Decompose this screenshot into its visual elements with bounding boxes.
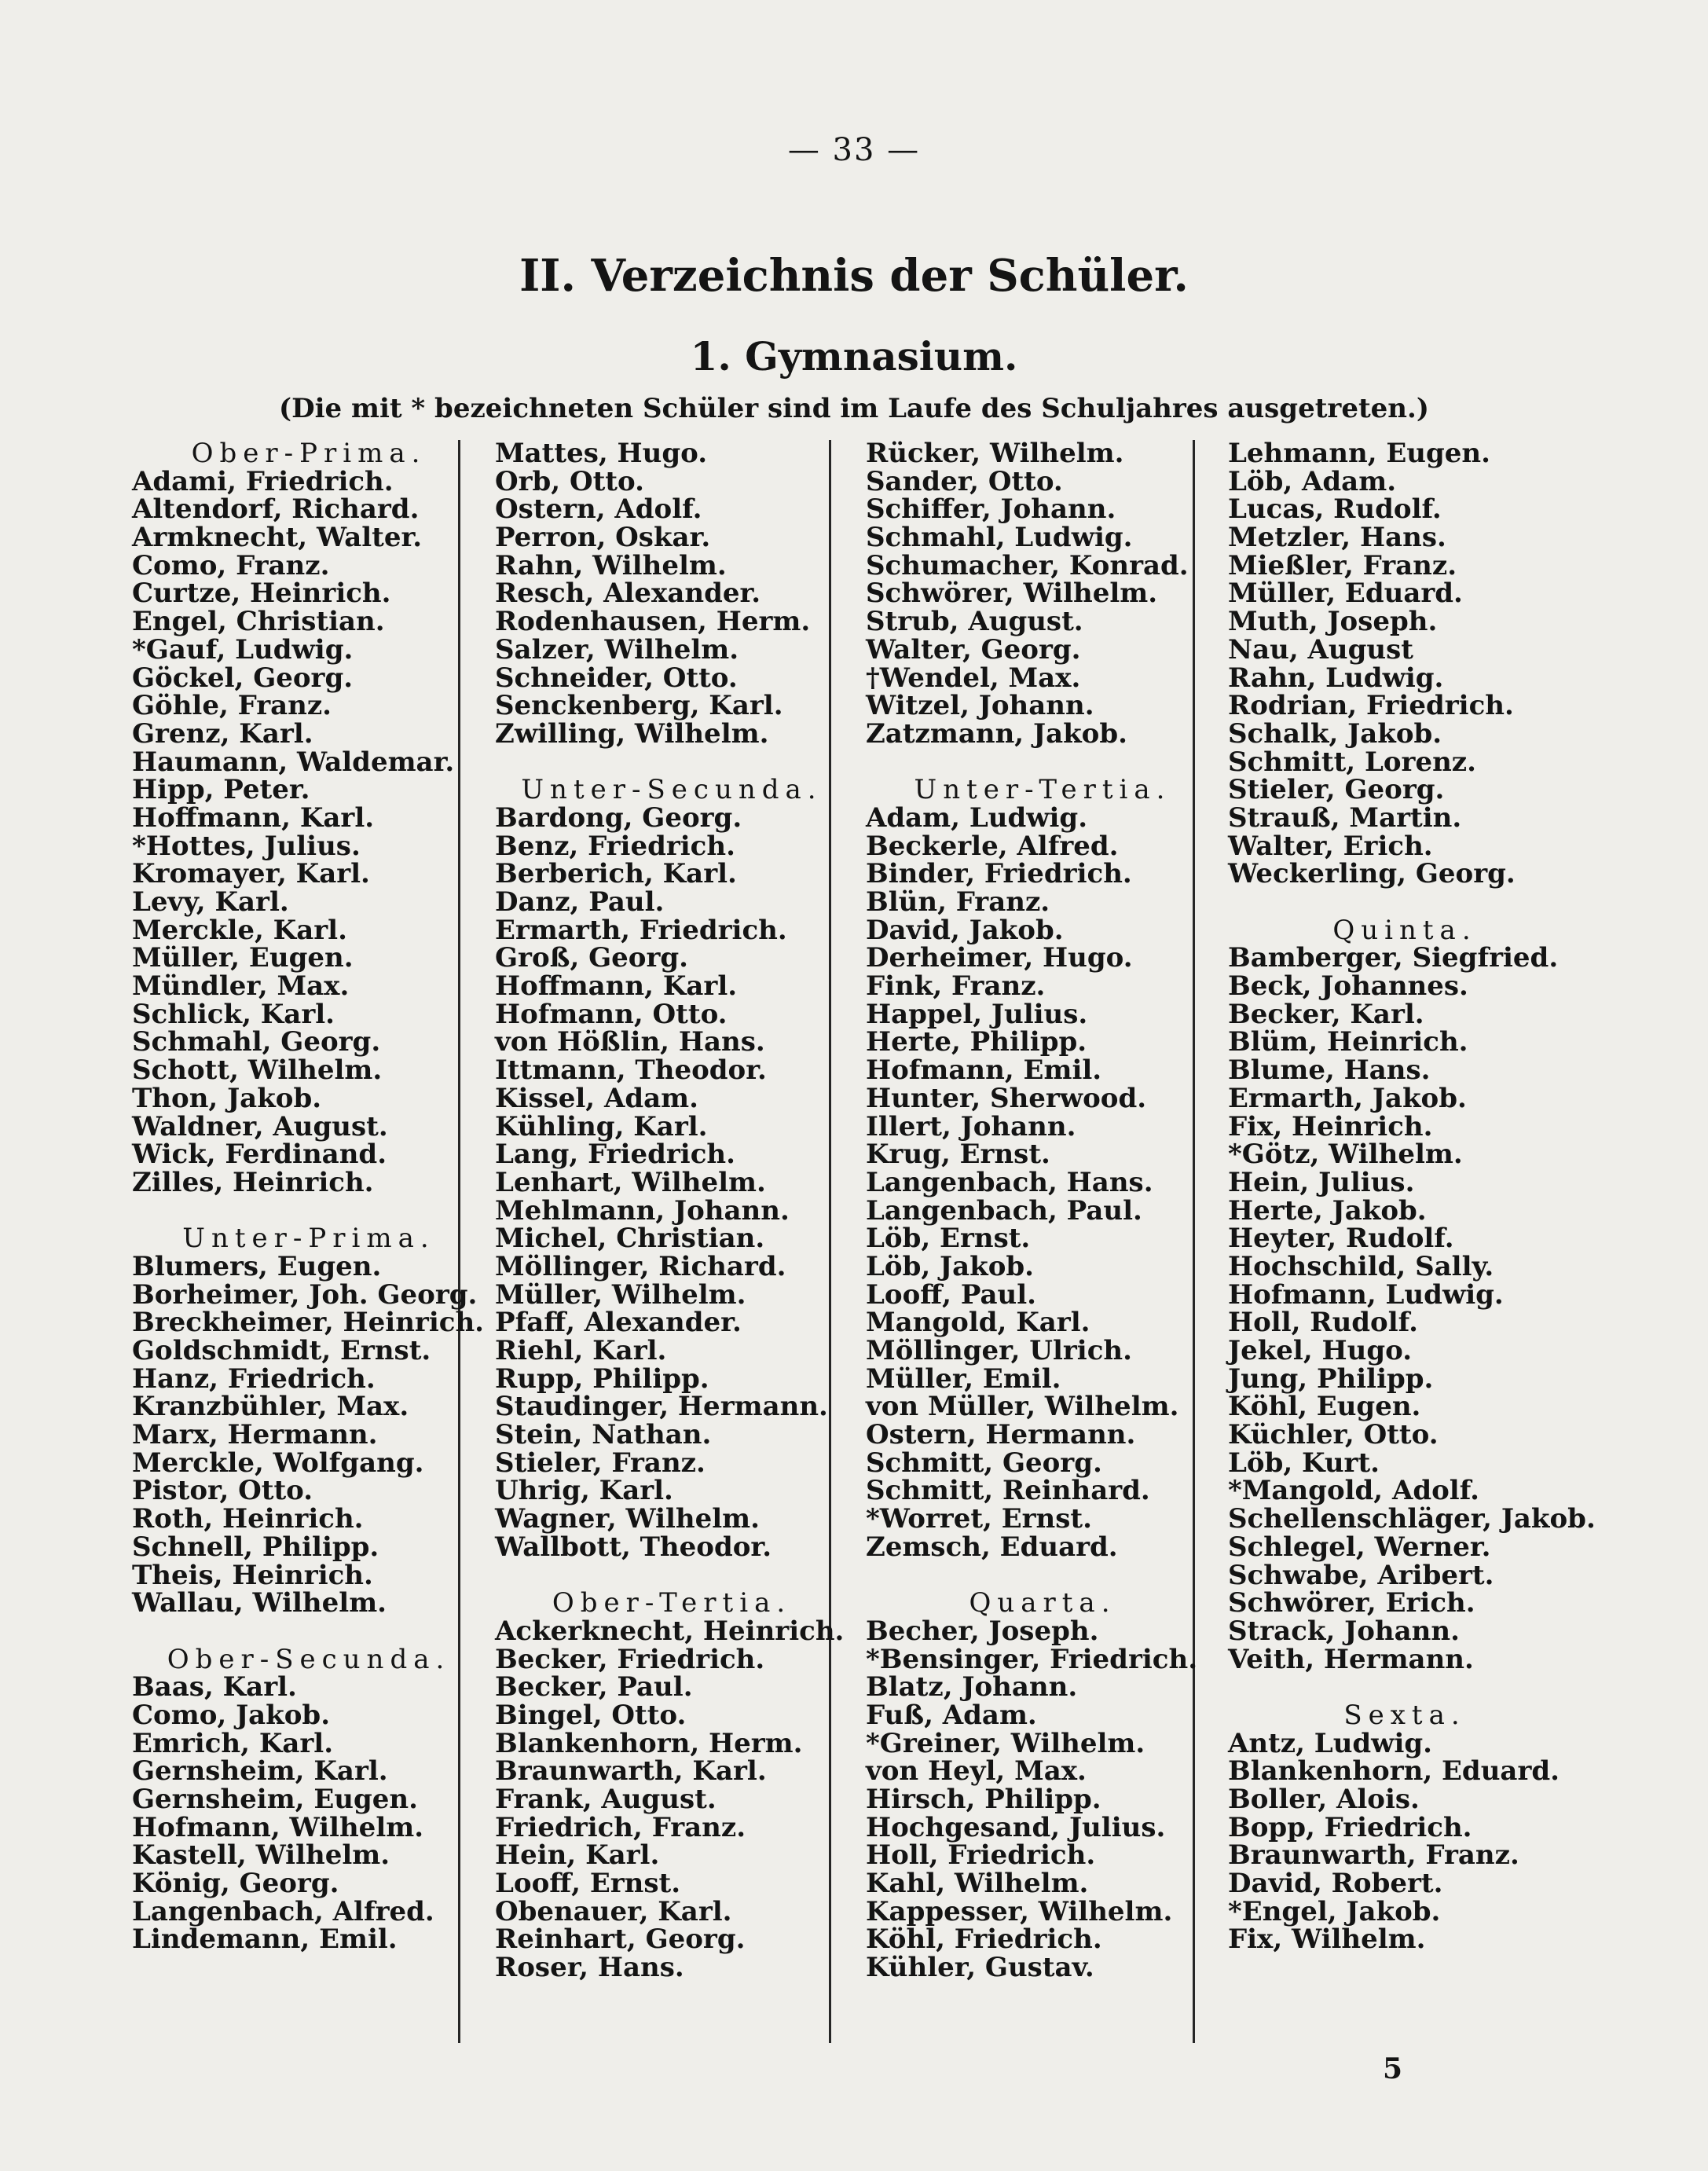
student-name: Beckerle, Alfred. [866,830,1119,862]
withdrawal-note: (Die mit * bezeichneten Schüler sind im Laufe des Schuljahres ausgetreten.) [279,393,1429,424]
student-name: Metzler, Hans. [1228,522,1446,554]
student-name: Riehl, Karl. [495,1335,667,1366]
student-name: Walter, Georg. [866,633,1081,666]
student-name: Herte, Jakob. [1228,1194,1427,1227]
student-name: Fix, Heinrich. [1228,1110,1433,1142]
student-name: Perron, Oskar. [495,522,711,554]
group-spacer [495,749,864,777]
student-name: Reinhart, Georg. [495,1923,746,1956]
student-name: Ostern, Adolf. [495,493,702,526]
student-name: Walter, Erich. [1228,830,1433,862]
student-name: Schott, Wilhelm. [132,1054,383,1087]
student-name: Thon, Jakob. [132,1082,322,1114]
student-name: Küchler, Otto. [1228,1419,1439,1451]
student-name: Adami, Friedrich. [132,465,394,497]
student-name: Becker, Paul. [495,1671,693,1703]
student-name: Stein, Nathan. [495,1419,712,1451]
student-name: Borheimer, Joh. Georg. [132,1278,478,1311]
student-name: Stieler, Georg. [1228,774,1445,806]
student-name: Gernsheim, Eugen. [132,1784,418,1815]
signature-mark: 5 [1383,2052,1403,2085]
student-name: Kühler, Gustav. [866,1952,1094,1984]
student-name: König, Georg. [132,1868,339,1900]
student-name: Blume, Hans. [1228,1054,1431,1087]
student-name: Schumacher, Konrad. [866,549,1189,581]
student-column-4 [1228,440,1597,1954]
student-name: Wagner, Wilhelm. [495,1503,760,1535]
student-name: Como, Jakob. [132,1699,331,1731]
student-name: Benz, Friedrich. [495,830,735,862]
student-name: Baas, Karl. [132,1671,297,1703]
student-name: Heyter, Rudolf. [1228,1223,1454,1255]
student-name: Schmitt, Georg. [866,1447,1102,1479]
student-name: Bopp, Friedrich. [1228,1811,1472,1843]
student-name: Löb, Kurt. [1228,1447,1380,1479]
student-name: Hein, Karl. [495,1839,660,1872]
student-name: Ermarth, Jakob. [1228,1082,1467,1114]
student-name: Göckel, Georg. [132,662,354,694]
student-name: Pfaff, Alexander. [495,1307,742,1339]
student-name: Rupp, Philipp. [495,1362,709,1395]
class-heading: Unter-Secunda. [521,774,823,806]
class-heading: Quarta. [969,1587,1116,1619]
student-column-3 [866,440,1235,1982]
class-heading: Ober-Tertia. [552,1587,792,1619]
student-name: Salzer, Wilhelm. [495,633,739,666]
student-name: Hofmann, Ludwig. [1228,1278,1504,1311]
student-name: Göhle, Franz. [132,690,332,722]
student-name: Gernsheim, Karl. [132,1755,388,1788]
student-name: Sander, Otto. [866,465,1063,497]
group-spacer [1228,1674,1597,1702]
student-name: Schiffer, Johann. [866,493,1116,526]
student-name: Hein, Julius. [1228,1166,1415,1198]
student-name: Uhrig, Karl. [495,1475,673,1507]
student-name: Kahl, Wilhelm. [866,1868,1089,1900]
student-name: Schmitt, Reinhard. [866,1475,1150,1507]
student-name: Schlegel, Werner. [1228,1531,1491,1563]
section-subtitle: 1. Gymnasium. [690,333,1018,380]
student-name: Schlick, Karl. [132,998,335,1030]
student-name: Adam, Ludwig. [866,801,1088,834]
class-heading: Sexta. [1343,1699,1466,1731]
student-name: Michel, Christian. [495,1223,765,1255]
student-name: Blün, Franz. [866,886,1050,918]
student-name: Ackerknecht, Heinrich. [495,1615,845,1647]
student-name: Berberich, Karl. [495,858,737,890]
student-name: David, Jakob. [866,914,1064,946]
student-name: Lucas, Rudolf. [1228,493,1442,526]
student-name: Ermarth, Friedrich. [495,914,787,946]
student-name: Müller, Wilhelm. [495,1278,746,1311]
student-name: Kromayer, Karl. [132,858,370,890]
student-name: Fuß, Adam. [866,1699,1037,1731]
student-name: Strauß, Martin. [1228,801,1462,834]
student-name: Müller, Eduard. [1228,578,1463,610]
student-name: Groß, Georg. [495,942,689,974]
student-name: Schneider, Otto. [495,662,738,694]
student-name: Looff, Paul. [866,1278,1036,1311]
student-name: Köhl, Eugen. [1228,1391,1421,1423]
student-name: Schmahl, Georg. [132,1026,381,1058]
student-name: Blatz, Johann. [866,1671,1078,1703]
student-name: Veith, Hermann. [1228,1643,1474,1675]
student-name: Roth, Heinrich. [132,1503,364,1535]
student-name: Hofmann, Otto. [495,998,728,1030]
student-name: Frank, August. [495,1784,717,1815]
student-name: Ostern, Hermann. [866,1419,1136,1451]
student-name: Hirsch, Philipp. [866,1784,1101,1815]
class-heading: Unter-Prima. [182,1223,435,1255]
student-name: Witzel, Johann. [866,690,1094,722]
student-name: Staudinger, Hermann. [495,1391,828,1423]
student-name: Obenauer, Karl. [495,1895,732,1927]
student-name: Weckerling, Georg. [1228,858,1516,890]
student-name: Holl, Rudolf. [1228,1307,1418,1339]
student-name: Mangold, Karl. [866,1307,1090,1339]
student-name: Fix, Wilhelm. [1228,1923,1426,1956]
student-name: Hipp, Peter. [132,774,310,806]
student-name: von Müller, Wilhelm. [866,1391,1179,1423]
student-name: Lindemann, Emil. [132,1923,398,1956]
student-name: Hofmann, Wilhelm. [132,1811,424,1843]
student-name: Zatzmann, Jakob. [866,717,1127,750]
student-name: Engel, Christian. [132,606,385,638]
student-name: Marx, Hermann. [132,1419,378,1451]
student-name: Friedrich, Franz. [495,1811,746,1843]
student-name: Lehmann, Eugen. [1228,438,1490,469]
student-name: Holl, Friedrich. [866,1839,1096,1872]
student-name: *Mangold, Adolf. [1228,1475,1479,1507]
student-name: von Hößlin, Hans. [495,1026,765,1058]
student-name: Becher, Joseph. [866,1615,1099,1647]
student-name: Kappesser, Wilhelm. [866,1895,1173,1927]
group-spacer [132,1618,501,1646]
student-name: Möllinger, Ulrich. [866,1335,1132,1366]
student-name: Mündler, Max. [132,970,350,1003]
student-name: Senckenberg, Karl. [495,690,783,722]
student-name: Herte, Philipp. [866,1026,1087,1058]
student-name: Schwabe, Aribert. [1228,1559,1494,1591]
student-name: †Wendel, Max. [866,662,1081,694]
student-name: Hanz, Friedrich. [132,1362,376,1395]
student-name: *Götz, Wilhelm. [1228,1139,1463,1171]
student-name: Müller, Eugen. [132,942,354,974]
student-name: Lenhart, Wilhelm. [495,1166,766,1198]
student-name: Ittmann, Theodor. [495,1054,767,1087]
page-number: — 33 — [787,132,921,168]
student-name: Breckheimer, Heinrich. [132,1307,485,1339]
student-name: Schwörer, Erich. [1228,1587,1475,1619]
student-name: Blüm, Heinrich. [1228,1026,1468,1058]
student-name: Mattes, Hugo. [495,438,708,469]
class-heading: Unter-Tertia. [914,774,1171,806]
student-name: Derheimer, Hugo. [866,942,1133,974]
class-heading: Ober-Prima. [191,438,427,469]
student-name: Zemsch, Eduard. [866,1531,1118,1563]
student-name: Jung, Philipp. [1228,1362,1434,1395]
student-name: Zilles, Heinrich. [132,1166,374,1198]
student-name: Binder, Friedrich. [866,858,1132,890]
student-name: Waldner, August. [132,1110,388,1142]
student-name: Strack, Johann. [1228,1615,1460,1647]
student-name: Looff, Ernst. [495,1868,681,1900]
group-spacer [495,1562,864,1590]
student-name: Langenbach, Paul. [866,1194,1142,1227]
student-name: Resch, Alexander. [495,578,761,610]
student-name: David, Robert. [1228,1868,1443,1900]
student-name: Hofmann, Emil. [866,1054,1102,1087]
group-spacer [866,749,1235,777]
student-name: Wallbott, Theodor. [495,1531,772,1563]
student-name: Rücker, Wilhelm. [866,438,1124,469]
student-name: Armknecht, Walter. [132,522,423,554]
student-name: Theis, Heinrich. [132,1559,373,1591]
student-name: Braunwarth, Karl. [495,1755,767,1788]
student-name: Möllinger, Richard. [495,1250,786,1282]
student-name: Schwörer, Wilhelm. [866,578,1158,610]
group-spacer [1228,889,1597,917]
student-name: Kranzbühler, Max. [132,1391,409,1423]
student-name: Bardong, Georg. [495,801,742,834]
group-spacer [132,1197,501,1226]
student-name: Blumers, Eugen. [132,1250,382,1282]
student-name: Boller, Alois. [1228,1784,1420,1815]
student-name: *Greiner, Wilhelm. [866,1727,1145,1759]
student-name: Löb, Jakob. [866,1250,1034,1282]
student-name: Rahn, Ludwig. [1228,662,1444,694]
student-name: Happel, Julius. [866,998,1088,1030]
student-name: Mießler, Franz. [1228,549,1457,581]
student-name: Schnell, Philipp. [132,1531,379,1563]
student-name: Schalk, Jakob. [1228,717,1442,750]
student-column-1 [132,440,501,1954]
student-name: Braunwarth, Franz. [1228,1839,1519,1872]
student-name: Langenbach, Hans. [866,1166,1153,1198]
student-name: Müller, Emil. [866,1362,1061,1395]
student-name: Schmahl, Ludwig. [866,522,1133,554]
student-name: Schellenschläger, Jakob. [1228,1503,1596,1535]
group-spacer [866,1562,1235,1590]
student-name: Jekel, Hugo. [1228,1335,1413,1366]
student-name: Altendorf, Richard. [132,493,420,526]
student-name: Hunter, Sherwood. [866,1082,1147,1114]
student-name: Beck, Johannes. [1228,970,1468,1003]
student-name: Zwilling, Wilhelm. [495,717,769,750]
student-name: Levy, Karl. [132,886,289,918]
student-name: von Heyl, Max. [866,1755,1087,1788]
student-name: *Worret, Ernst. [866,1503,1092,1535]
student-name: Rahn, Wilhelm. [495,549,727,581]
student-name: Löb, Ernst. [866,1223,1031,1255]
student-name: Langenbach, Alfred. [132,1895,434,1927]
student-name: Merckle, Wolfgang. [132,1447,424,1479]
student-name: Blankenhorn, Herm. [495,1727,803,1759]
student-name: Bamberger, Siegfried. [1228,942,1559,974]
student-name: Kühling, Karl. [495,1110,708,1142]
student-name: Hoffmann, Karl. [495,970,738,1003]
student-name: Grenz, Karl. [132,717,313,750]
student-name: Curtze, Heinrich. [132,578,391,610]
student-name: Hochgesand, Julius. [866,1811,1166,1843]
student-name: Como, Franz. [132,549,330,581]
class-heading: Quinta. [1332,914,1477,946]
student-name: Kissel, Adam. [495,1082,698,1114]
student-name: Löb, Adam. [1228,465,1397,497]
student-name: Kastell, Wilhelm. [132,1839,390,1872]
student-name: Stieler, Franz. [495,1447,706,1479]
student-name: Wallau, Wilhelm. [132,1587,387,1619]
student-name: Muth, Joseph. [1228,606,1438,638]
student-name: Mehlmann, Johann. [495,1194,790,1227]
student-name: Schmitt, Lorenz. [1228,746,1476,778]
student-name: Merckle, Karl. [132,914,347,946]
student-name: Wick, Ferdinand. [132,1139,387,1171]
student-name: Hoffmann, Karl. [132,801,375,834]
student-name: Blankenhorn, Eduard. [1228,1755,1560,1788]
student-name: Becker, Friedrich. [495,1643,765,1675]
student-name: *Gauf, Ludwig. [132,633,354,666]
student-name: Haumann, Waldemar. [132,746,455,778]
student-name: Becker, Karl. [1228,998,1424,1030]
student-name: Hochschild, Sally. [1228,1250,1494,1282]
student-name: *Bensinger, Friedrich. [866,1643,1198,1675]
student-name: Antz, Ludwig. [1228,1727,1432,1759]
student-name: Emrich, Karl. [132,1727,334,1759]
student-name: Roser, Hans. [495,1952,684,1984]
student-name: Goldschmidt, Ernst. [132,1335,431,1366]
student-name: Nau, August [1228,633,1413,666]
student-name: Danz, Paul. [495,886,665,918]
student-name: Strub, August. [866,606,1083,638]
student-name: Bingel, Otto. [495,1699,687,1731]
student-name: Rodenhausen, Herm. [495,606,811,638]
student-name: Köhl, Friedrich. [866,1923,1102,1956]
student-name: Orb, Otto. [495,465,644,497]
student-name: Pistor, Otto. [132,1475,313,1507]
class-heading: Ober-Secunda. [167,1643,451,1675]
student-name: Fink, Franz. [866,970,1046,1003]
student-name: *Hottes, Julius. [132,830,361,862]
student-name: *Engel, Jakob. [1228,1895,1441,1927]
student-name: Lang, Friedrich. [495,1139,735,1171]
student-name: Rodrian, Friedrich. [1228,690,1514,722]
student-name: Illert, Johann. [866,1110,1076,1142]
student-name: Krug, Ernst. [866,1139,1050,1171]
section-title: II. Verzeichnis der Schüler. [519,250,1189,302]
student-column-2 [495,440,864,1982]
